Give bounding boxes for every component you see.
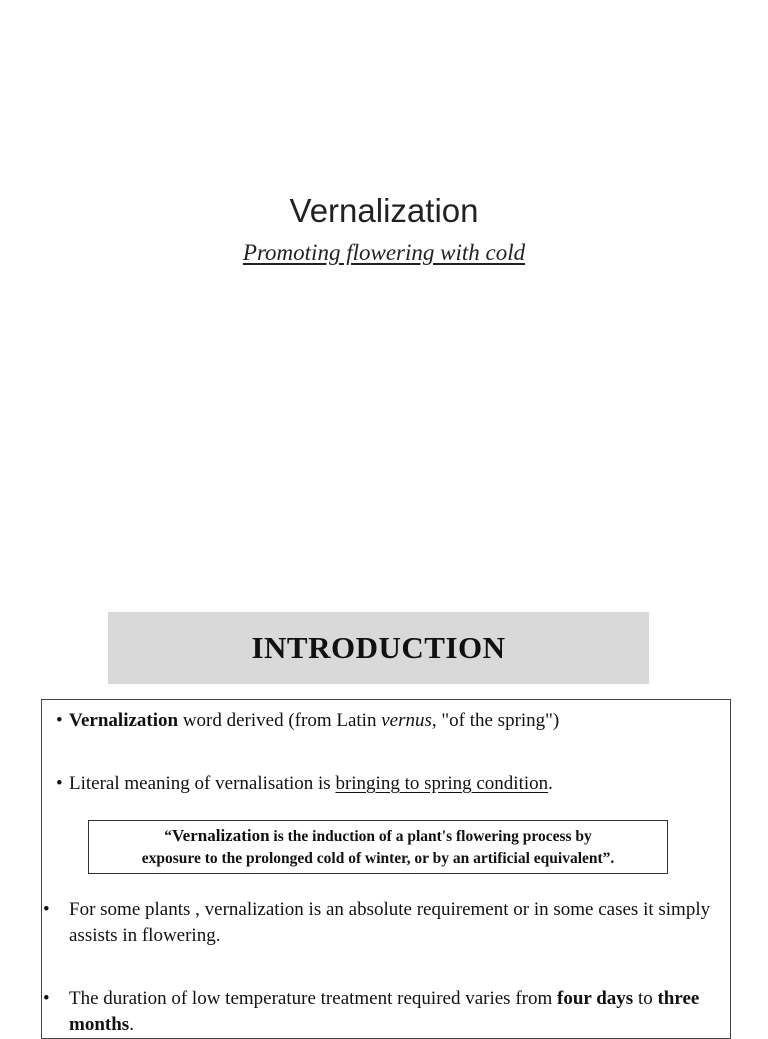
definition-term: Vernalization (171, 826, 270, 845)
definition-line-1-rest: is the induction of a plant's flowering process by (269, 828, 592, 845)
bullet-requirement (43, 897, 735, 949)
bullet-glyph: • (43, 899, 50, 920)
literal-text-1: Literal meaning of vernalisation is (69, 773, 336, 794)
latin-word: vernus (381, 710, 432, 731)
bullet-duration (43, 986, 735, 1038)
introduction-content (41, 699, 731, 1039)
etymology-text-1: word derived (from Latin (178, 710, 382, 731)
bullet-glyph: • (56, 773, 63, 794)
definition-box (88, 820, 668, 874)
introduction-heading: INTRODUCTION (251, 630, 506, 665)
slide-subtitle (0, 240, 768, 266)
duration-min: four days (557, 988, 634, 1009)
definition-open-quote: “ (164, 828, 172, 845)
term-vernalization: Vernalization (69, 710, 179, 731)
requirement-text: For some plants , vernalization is an absolute requirement or in some cases it simply assists in flowering. (69, 899, 711, 946)
duration-text-1: The duration of low temperature treatment required varies from (69, 988, 557, 1009)
literal-underlined: bringing to spring condition (335, 773, 549, 794)
duration-text-2: to (633, 988, 658, 1009)
literal-text-2: . (548, 773, 553, 794)
slide-title: Vernalization (289, 192, 479, 229)
duration-text-3: . (129, 1014, 134, 1035)
etymology-text-2: , "of the spring") (431, 710, 560, 731)
bullet-etymology (56, 708, 722, 734)
definition-line-2: exposure to the prolonged cold of winter, or by an artificial equivalent”. (141, 850, 615, 867)
subtitle-text: Promoting flowering with cold (242, 240, 526, 265)
bullet-glyph: • (43, 988, 50, 1009)
duration-max: three months (69, 988, 700, 1035)
introduction-banner (108, 612, 649, 684)
definition-line-1 (89, 825, 667, 848)
bullet-literal-meaning (56, 771, 722, 797)
bullet-glyph: • (56, 710, 63, 731)
